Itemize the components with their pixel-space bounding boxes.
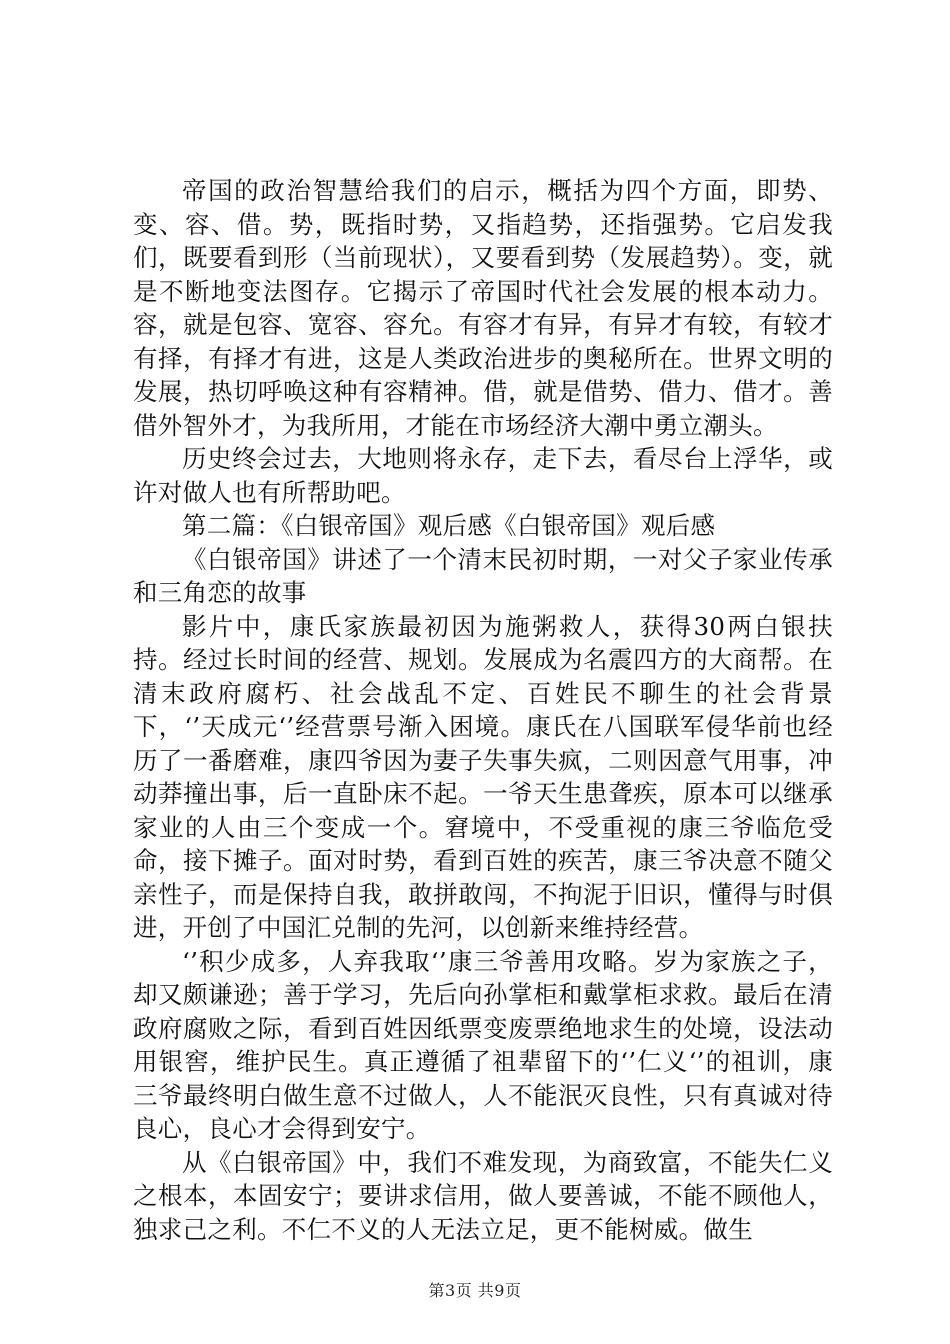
paragraph: 从《白银帝国》中，我们不难发现，为商致富，不能失仁义之根本，本固安宁；要讲求信用，做人要善诚，不能不顾他人，独求己之利。不仁不义的人无法立足，更不能树威。做生 (133, 1147, 833, 1244)
section-heading: 第二篇：《白银帝国》观后感《白银帝国》观后感 (182, 511, 716, 540)
document-body (133, 174, 833, 1246)
paragraph: 历史终会过去，大地则将永存，走下去，看尽台上浮华，或许对做人也有所帮助吧。 (133, 444, 833, 507)
page-number-footer: 第3页 共9页 (428, 1281, 522, 1300)
paragraph: 《白银帝国》讲述了一个清末民初时期，一对父子家业传承和三角恋的故事 (133, 544, 833, 607)
paragraph: 帝国的政治智慧给我们的启示，概括为四个方面，即势、变、容、借。势，既指时势，又指趋势，还指强势。它启发我们，既要看到形（当前现状），又要看到势（发展趋势）。变，就是不断地变法图存。它揭示了帝国时代社会发展的根本动力。容，就是包容、宽容、容允。有容才有异，有异才有较，有较才有择，有择才有进，这是人类政治进步的奥秘所在。世界文明的发展，热切呼唤这种有容精神。借，就是借势、借力、借才。善借外智外才，为我所用，才能在市场经济大潮中勇立潮头。 (133, 176, 833, 440)
paragraph: 影片中，康氏家族最初因为施粥救人，获得30两白银扶持。经过长时间的经营、规划。发展成为名震四方的大商帮。在清末政府腐朽、社会战乱不定、百姓民不聊生的社会背景下，‘’天成元‘’经营票号渐入困境。康氏在八国联军侵华前也经历了一番磨难，康四爷因为妻子失事失疯，二则因意气用事，冲动莽撞出事，后一直卧床不起。一爷天生患聋疾，原本可以继承家业的人由三个变成一个。窘境中，不受重视的康三爷临危受命，接下摊子。面对时势，看到百姓的疾苦，康三爷决意不随父亲性子，而是保持自我，敢拼敢闯，不拘泥于旧识，懂得与时俱进，开创了中国汇兑制的先河，以创新来维持经营。 (133, 611, 833, 942)
paragraph: ‘’积少成多，人弃我取‘’康三爷善用攻略。岁为家族之子，却又颇谦逊；善于学习，先后向孙掌柜和戴掌柜求救。最后在清政府腐败之际，看到百姓因纸票变废票绝地求生的处境，设法动用银窖，维护民生。真正遵循了祖辈留下的‘’仁义‘’的祖训，康三爷最终明白做生意不过做人，人不能泯灭良性，只有真诚对待良心，良心才会得到安宁。 (133, 946, 833, 1143)
